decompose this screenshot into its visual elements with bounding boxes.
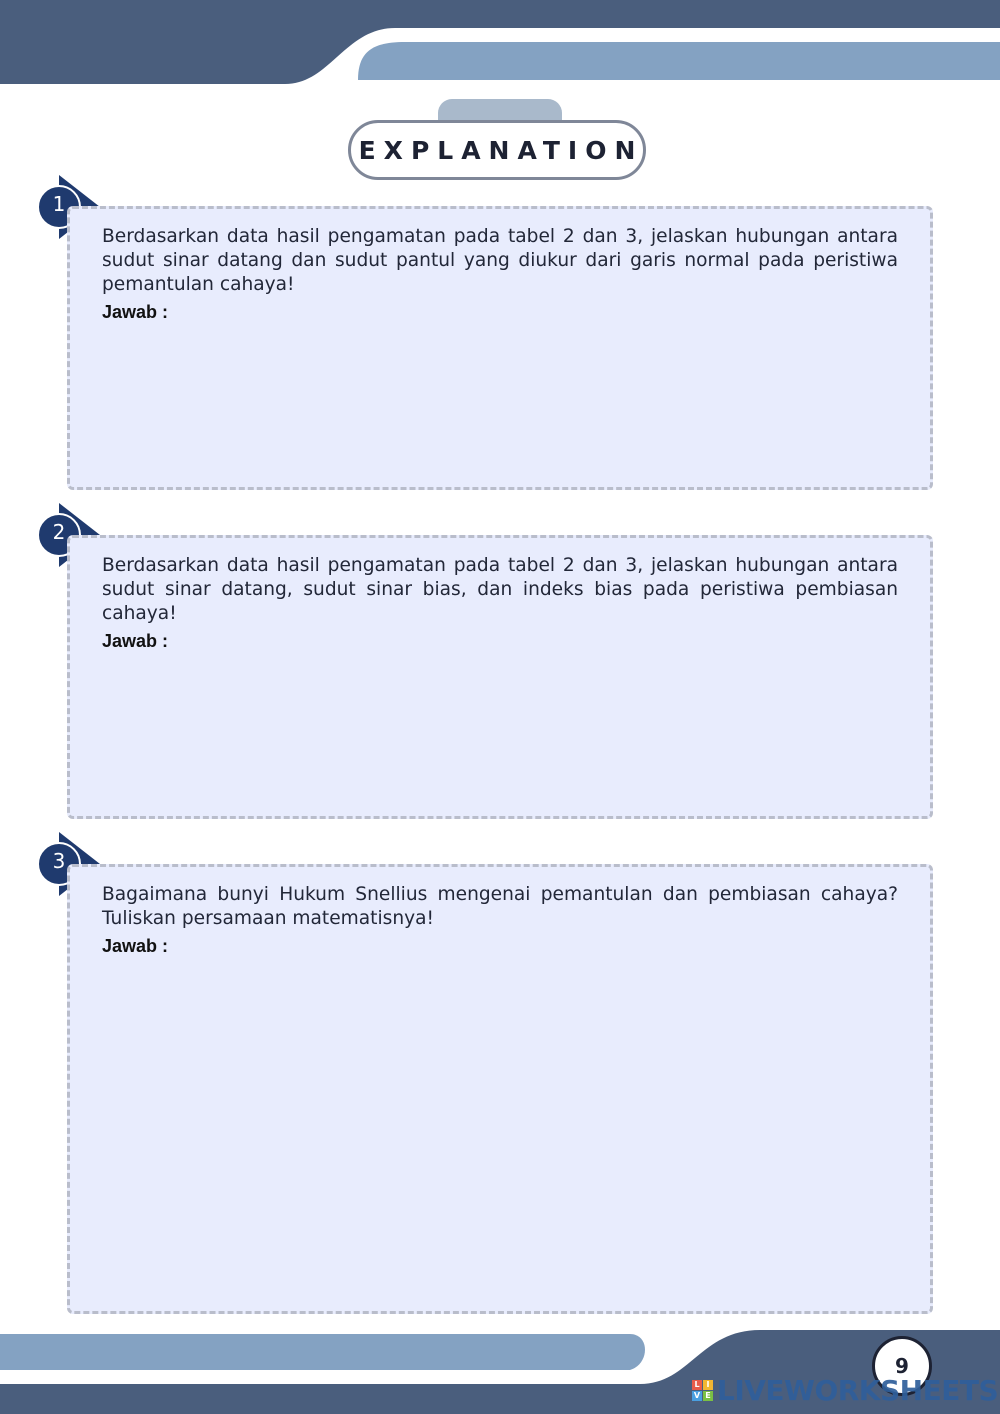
question-box [67, 864, 933, 1314]
question-text: Bagaimana bunyi Hukum Snellius mengenai pemantulan dan pembiasan cahaya? Tuliskan persamaan matematisnya! [102, 884, 898, 929]
question-text: Berdasarkan data hasil pengamatan pada tabel 2 dan 3, jelaskan hubungan antara sudut sinar datang, sudut sinar bias, dan indeks bias pada peristiwa pembiasan cahaya! [102, 555, 898, 624]
logo-letter: V [693, 1390, 701, 1400]
answer-label: Jawab : [102, 302, 169, 322]
page-title: EXPLANATION [358, 135, 644, 165]
liveworksheets-logo-icon [692, 1380, 713, 1401]
question-box [67, 535, 933, 819]
answer-label: Jawab : [102, 936, 169, 956]
question-box [67, 206, 933, 490]
header-decoration [0, 0, 1000, 90]
page-number: 9 [895, 1354, 909, 1378]
question-text: Berdasarkan data hasil pengamatan pada tabel 2 dan 3, jelaskan hubungan antara sudut sinar datang dan sudut pantul yang diukur dari garis normal pada peristiwa pemantulan cahaya! [102, 226, 898, 295]
logo-letter: I [703, 1380, 713, 1390]
logo-letter: E [703, 1391, 713, 1401]
liveworksheets-watermark [692, 1375, 998, 1405]
logo-letter: L [692, 1380, 702, 1390]
answer-label: Jawab : [102, 631, 169, 651]
title-banner [348, 120, 646, 180]
question-number: 2 [52, 520, 66, 544]
watermark-text: LIVEWORKSHEETS [717, 1373, 999, 1407]
question-number: 1 [52, 192, 66, 216]
question-number: 3 [52, 849, 66, 873]
